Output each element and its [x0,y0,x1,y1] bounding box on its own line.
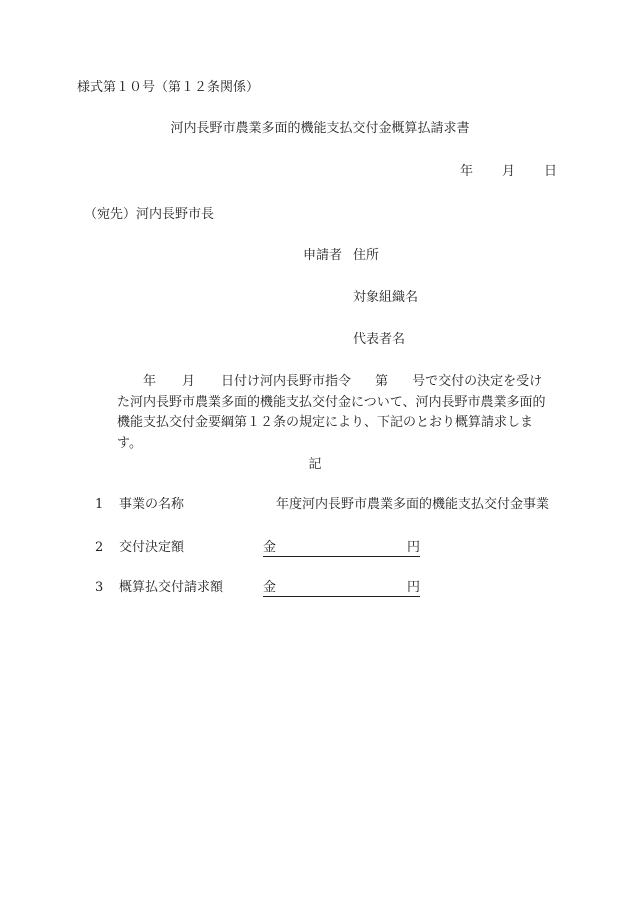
body-month: 月 [182,374,196,389]
item-label-project-name: 事業の名称 [119,497,185,512]
body-line-1 [117,372,555,393]
item-number: 3 [95,580,104,595]
amount-suffix: 円 [406,540,420,555]
body-mid3: 号で交付の決定を受け [412,374,543,389]
date-year: 年 [460,164,474,179]
applicant-address-label: 住所 [353,248,380,263]
date-line [460,164,557,180]
organization-name-label: 対象組織名 [353,290,419,305]
record-label: 記 [308,457,322,472]
item-number: 1 [95,497,104,512]
amount-suffix: 円 [406,580,420,595]
date-day: 日 [544,164,558,179]
representative-name-label: 代表者名 [353,332,406,347]
body-mid2: 第 [375,374,389,389]
body-year: 年 [143,374,157,389]
addressee: （宛先）河内長野市長 [84,207,215,222]
amount-prefix: 金 [263,540,277,555]
body-mid1: 日付け河内長野市指令 [221,374,352,389]
estimated-payment-amount-field[interactable] [263,580,420,597]
form-number: 様式第１０号（第１２条関係） [77,80,260,95]
body-line-3: 機能支払交付金要綱第１２条の規定により、下記のとおり概算請求します。 [117,415,534,451]
grant-decision-amount-field[interactable] [263,540,420,557]
item-number: 2 [95,540,104,555]
body-line-2: た河内長野市農業多面的機能支払交付金について、河内長野市農業多面的 [117,394,546,410]
item-value-project-name: 年度河内長野市農業多面的機能支払交付金事業 [276,497,550,512]
item-label-grant-decision-amount: 交付決定額 [119,540,185,555]
item-label-estimated-payment-amount: 概算払交付請求額 [119,580,224,595]
amount-prefix: 金 [263,580,277,595]
date-month: 月 [502,164,516,179]
document-title: 河内長野市農業多面的機能支払交付金概算払請求書 [170,121,470,136]
body-paragraph [117,372,555,454]
applicant-label: 申請者 [303,248,343,263]
